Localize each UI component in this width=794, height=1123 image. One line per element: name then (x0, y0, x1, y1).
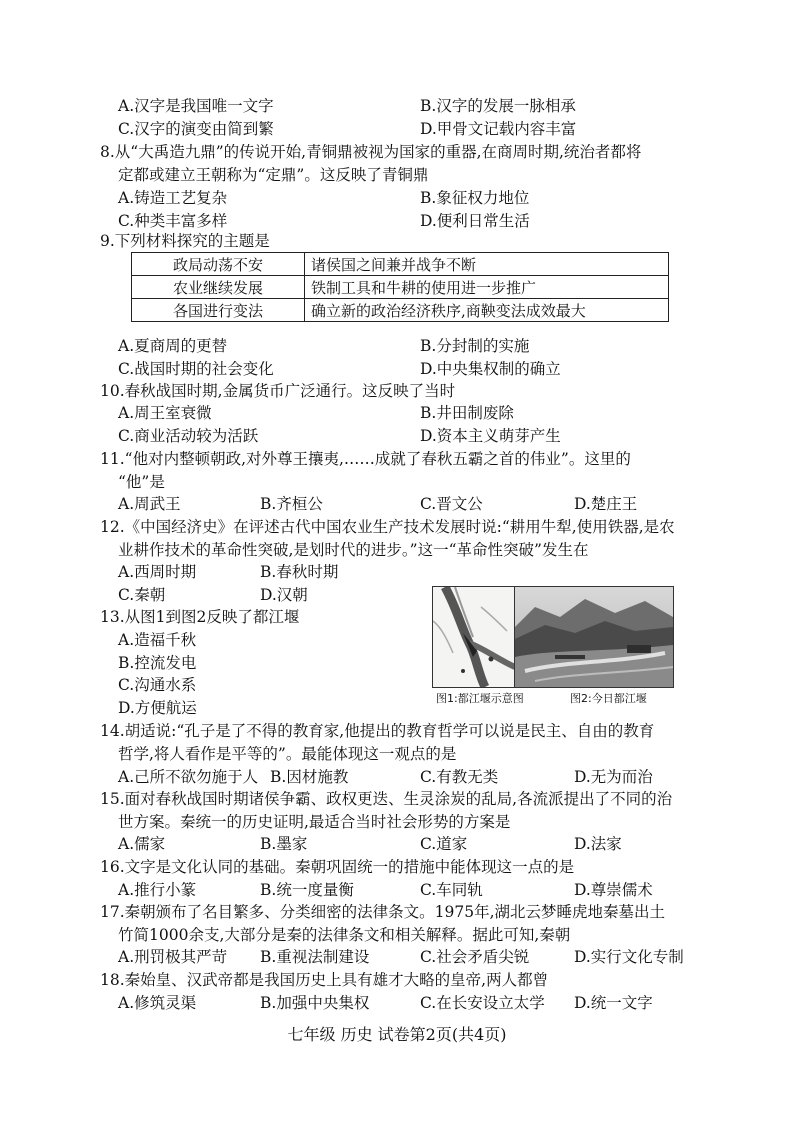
q9-option-b: B.分封制的实施 (420, 337, 530, 355)
q8-option-c: C.种类丰富多样 (118, 212, 228, 230)
q18-stem: 18.秦始皇、汉武帝都是我国历史上具有雄才大略的皇帝,两人都曾 (100, 971, 549, 989)
q16-stem: 16.文字是文化认同的基础。秦朝巩固统一的措施中能体现这一点的是 (100, 858, 575, 876)
q15-option-a: A.儒家 (118, 835, 166, 853)
q14-option-d: D.无为而治 (574, 768, 653, 786)
table-cell: 政局动荡不安 (132, 253, 305, 276)
figure-1-dujiangyan-diagram (432, 586, 516, 688)
q8-option-a: A.铸造工艺复杂 (118, 189, 228, 207)
q8-stem-line-2: 定都或建立王朝称为“定鼎”。这反映了青铜鼎 (118, 166, 429, 184)
figure-2-caption: 图2:今日都江堰 (570, 692, 647, 705)
q9-option-c: C.战国时期的社会变化 (118, 360, 274, 378)
q15-stem-line-2: 世方案。秦统一的历史证明,最适合当时社会形势的方案是 (118, 813, 511, 831)
q14-option-c: C.有教无类 (420, 768, 499, 786)
q11-stem-line-1: 11.“他对内整顿朝政,对外尊王攘夷,……成就了春秋五霸之首的伟业”。这里的 (100, 450, 631, 468)
q9-stem: 9.下列材料探究的主题是 (100, 232, 270, 250)
q9-option-a: A.夏商周的更替 (118, 337, 228, 355)
q7-option-a: A.汉字是我国唯一文字 (118, 97, 274, 115)
q17-option-d: D.实行文化专制 (574, 948, 684, 966)
q10-option-a: A.周王室衰微 (118, 404, 212, 422)
table-row (132, 276, 669, 299)
q16-option-a: A.推行小篆 (118, 881, 197, 899)
q16-option-d: D.尊崇儒术 (574, 881, 653, 899)
q14-stem-line-1: 14.胡适说:“孔子是了不得的教育家,他提出的教育哲学可以说是民主、自由的教育 (100, 722, 655, 740)
q17-stem-line-2: 竹简1000余支,大部分是秦的法律条文和相关解释。据此可知,秦朝 (118, 926, 571, 944)
q14-option-b: B.因材施教 (270, 768, 349, 786)
q7-option-b: B.汉字的发展一脉相承 (420, 97, 576, 115)
figure-2-dujiangyan-photo (514, 586, 674, 688)
q13-option-a: A.造福千秋 (118, 631, 197, 649)
q13-option-b: B.控流发电 (118, 654, 197, 672)
q15-stem-line-1: 15.面对春秋战国时期诸侯争霸、政权更迭、生灵涂炭的乱局,各流派提出了不同的治 (100, 790, 673, 808)
river-map-icon (433, 587, 515, 687)
q15-option-b: B.墨家 (260, 835, 308, 853)
q11-stem-line-2: “他”是 (118, 473, 165, 491)
q8-option-d: D.便利日常生活 (420, 212, 530, 230)
q11-option-a: A.周武王 (118, 495, 181, 513)
q16-option-b: B.统一度量衡 (260, 881, 354, 899)
q14-stem-line-2: 哲学,将人看作是平等的”。最能体现这一观点的是 (118, 745, 457, 763)
q9-option-d: D.中央集权制的确立 (420, 360, 561, 378)
q12-option-b: B.春秋时期 (260, 563, 339, 581)
q10-stem: 10.春秋战国时期,金属货币广泛通行。这反映了当时 (100, 382, 456, 400)
table-cell: 确立新的政治经济秩序,商鞅变法成效最大 (305, 299, 669, 322)
q12-stem-line-2: 业耕作技术的革命性突破,是划时代的进步。”这一“革命性突破”发生在 (118, 541, 589, 559)
q17-stem-line-1: 17.秦朝颁布了名目繁多、分类细密的法律条文。1975年,湖北云梦睡虎地秦墓出土 (100, 903, 666, 921)
q17-option-a: A.刑罚极其严苛 (118, 948, 228, 966)
q18-option-d: D.统一文字 (574, 994, 653, 1012)
q14-option-a: A.己所不欲勿施于人 (118, 768, 259, 786)
q13-option-c: C.沟通水系 (118, 676, 197, 694)
q16-option-c: C.车同轨 (420, 881, 483, 899)
q18-option-c: C.在长安设立太学 (420, 994, 545, 1012)
table-cell: 农业继续发展 (132, 276, 305, 299)
page-footer: 七年级 历史 试卷第2页(共4页) (287, 1025, 507, 1044)
q12-option-d: D.汉朝 (260, 586, 308, 604)
q13-option-d: D.方便航运 (118, 699, 197, 717)
q10-option-b: B.井田制废除 (420, 404, 514, 422)
q9-material-table (131, 252, 669, 322)
q15-option-c: C.道家 (420, 835, 468, 853)
table-row (132, 299, 669, 322)
q7-option-c: C.汉字的演变由简到繁 (118, 120, 274, 138)
q7-option-d: D.甲骨文记载内容丰富 (420, 120, 577, 138)
q17-option-c: C.社会矛盾尖锐 (420, 948, 530, 966)
q10-option-d: D.资本主义萌芽产生 (420, 427, 561, 445)
q8-stem-line-1: 8.从“大禹造九鼎”的传说开始,青铜鼎被视为国家的重器,在商周时期,统治者都将 (100, 143, 642, 161)
q18-option-a: A.修筑灵渠 (118, 994, 197, 1012)
q8-option-b: B.象征权力地位 (420, 189, 530, 207)
figure-1-caption: 图1:都江堰示意图 (436, 692, 524, 705)
landscape-photo-icon (515, 587, 673, 687)
q12-option-a: A.西周时期 (118, 563, 197, 581)
q11-option-b: B.齐桓公 (260, 495, 323, 513)
table-cell: 诸侯国之间兼并战争不断 (305, 253, 669, 276)
q10-option-c: C.商业活动较为活跃 (118, 427, 259, 445)
table-cell: 铁制工具和牛耕的使用进一步推广 (305, 276, 669, 299)
table-cell: 各国进行变法 (132, 299, 305, 322)
table-row (132, 253, 669, 276)
q17-option-b: B.重视法制建设 (260, 948, 370, 966)
q13-stem: 13.从图1到图2反映了都江堰 (100, 608, 300, 626)
q12-stem-line-1: 12.《中国经济史》在评述古代中国农业生产技术发展时说:“耕用牛犁,使用铁器,是农 (100, 518, 675, 536)
q15-option-d: D.法家 (574, 835, 622, 853)
q11-option-c: C.晋文公 (420, 495, 483, 513)
q18-option-b: B.加强中央集权 (260, 994, 370, 1012)
q12-option-c: C.秦朝 (118, 586, 166, 604)
q11-option-d: D.楚庄王 (574, 495, 638, 513)
